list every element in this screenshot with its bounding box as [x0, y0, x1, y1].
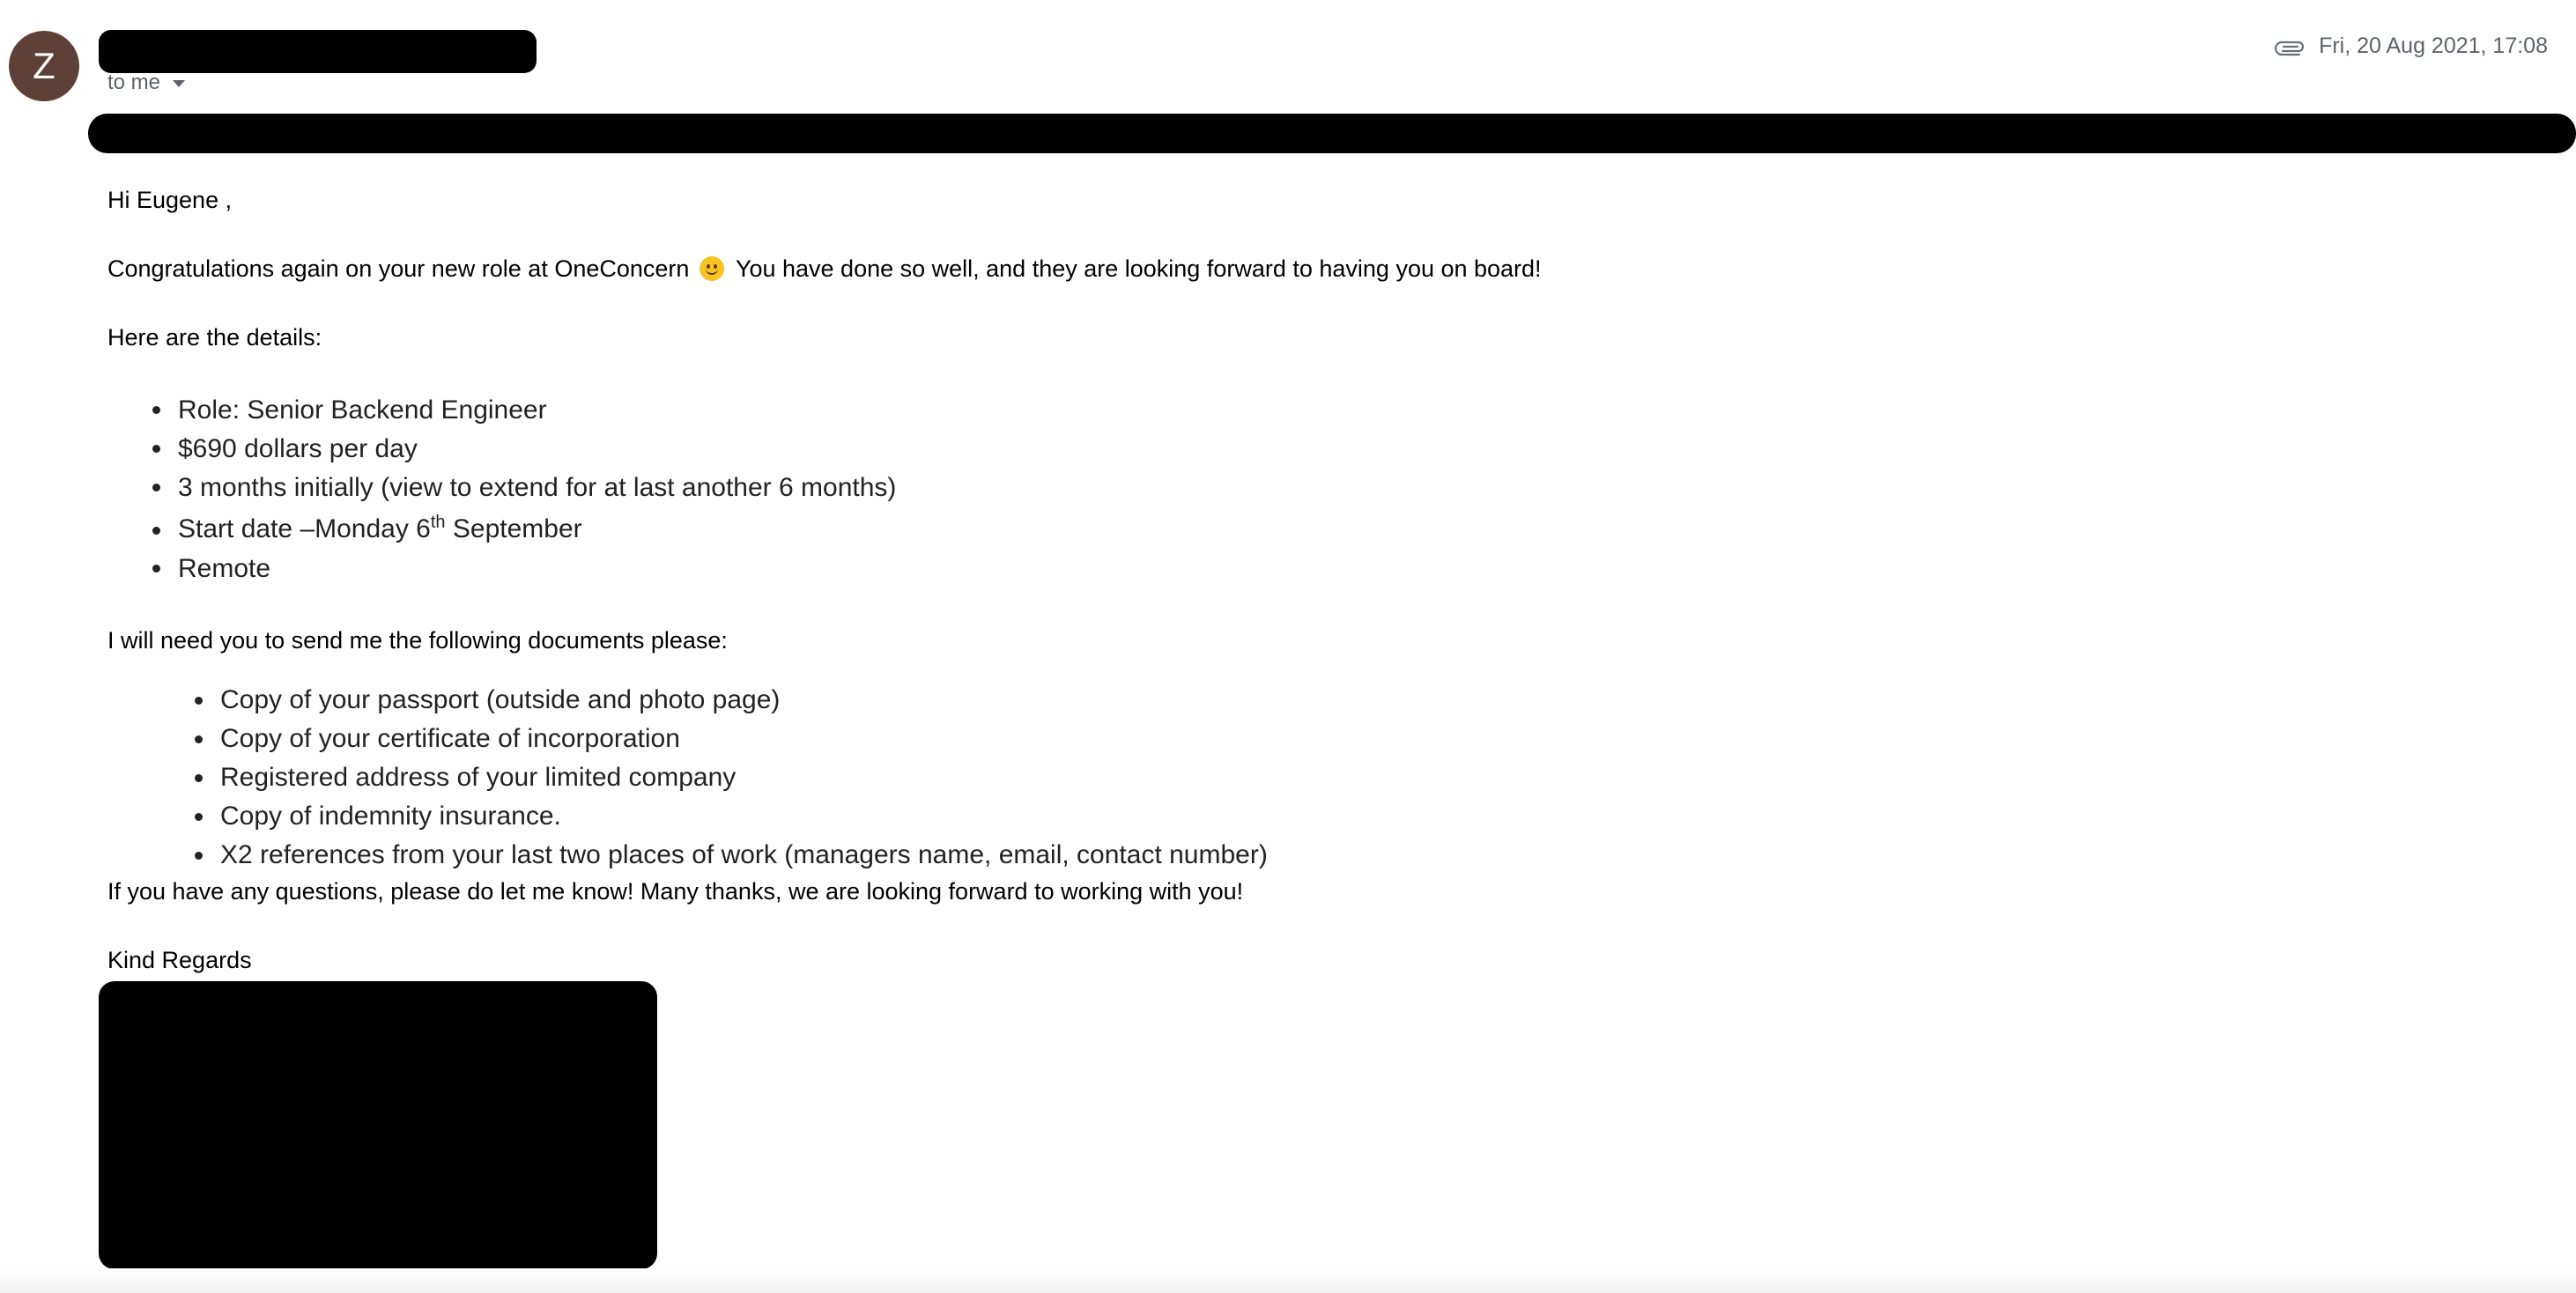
redacted-signature	[99, 981, 657, 1269]
bullet-icon	[195, 813, 203, 821]
document-item: X2 references from your last two places of work (managers name, email, contact number)	[220, 840, 1268, 869]
document-item: Copy of your certificate of incorporation	[220, 724, 680, 753]
attachment-icon	[2275, 37, 2306, 56]
bullet-icon	[152, 484, 160, 491]
bullet-icon	[195, 735, 203, 743]
details-intro: Here are the details:	[107, 324, 322, 351]
congratulations-line	[107, 255, 1542, 283]
message-timestamp: Fri, 20 Aug 2021, 17:08	[2319, 33, 2548, 58]
smiley-emoji-icon	[700, 256, 724, 281]
documents-intro: I will need you to send me the following documents please:	[107, 627, 728, 654]
detail-duration: 3 months initially (view to extend for at last another 6 months)	[178, 473, 897, 502]
sender-avatar[interactable]: Z	[9, 31, 79, 101]
closing-line: If you have any questions, please do let me know! Many thanks, we are looking forward to working with you!	[107, 878, 1244, 905]
redacted-subject	[88, 114, 2576, 153]
bullet-icon	[195, 852, 203, 860]
window-bottom-edge	[0, 1268, 2576, 1293]
bullet-icon	[152, 406, 160, 414]
detail-rate: $690 dollars per day	[178, 434, 418, 463]
document-item: Copy of your passport (outside and photo page)	[220, 685, 781, 714]
congratulations-text-continued: You have done so well, and they are looking forward to having you on board!	[735, 255, 1542, 282]
bullet-icon	[195, 774, 203, 782]
bullet-icon	[152, 527, 160, 535]
detail-start-date: Start date –Monday 6th September	[178, 513, 582, 543]
detail-location: Remote	[178, 554, 271, 583]
document-item: Copy of indemnity insurance.	[220, 802, 561, 831]
bullet-icon	[152, 445, 160, 453]
bullet-icon	[152, 565, 160, 573]
recipient-label: to me	[107, 70, 161, 94]
detail-role: Role: Senior Backend Engineer	[178, 395, 547, 425]
bullet-icon	[195, 697, 203, 705]
congratulations-text: Congratulations again on your new role at OneConcern	[107, 255, 690, 282]
chevron-down-icon[interactable]	[173, 80, 185, 87]
message-meta	[2275, 33, 2548, 59]
document-item: Registered address of your limited company	[220, 763, 737, 792]
greeting: Hi Eugene ,	[107, 187, 233, 213]
redacted-sender-name	[99, 30, 537, 73]
recipient-details-toggle[interactable]	[107, 70, 185, 95]
sign-off: Kind Regards	[107, 947, 252, 973]
